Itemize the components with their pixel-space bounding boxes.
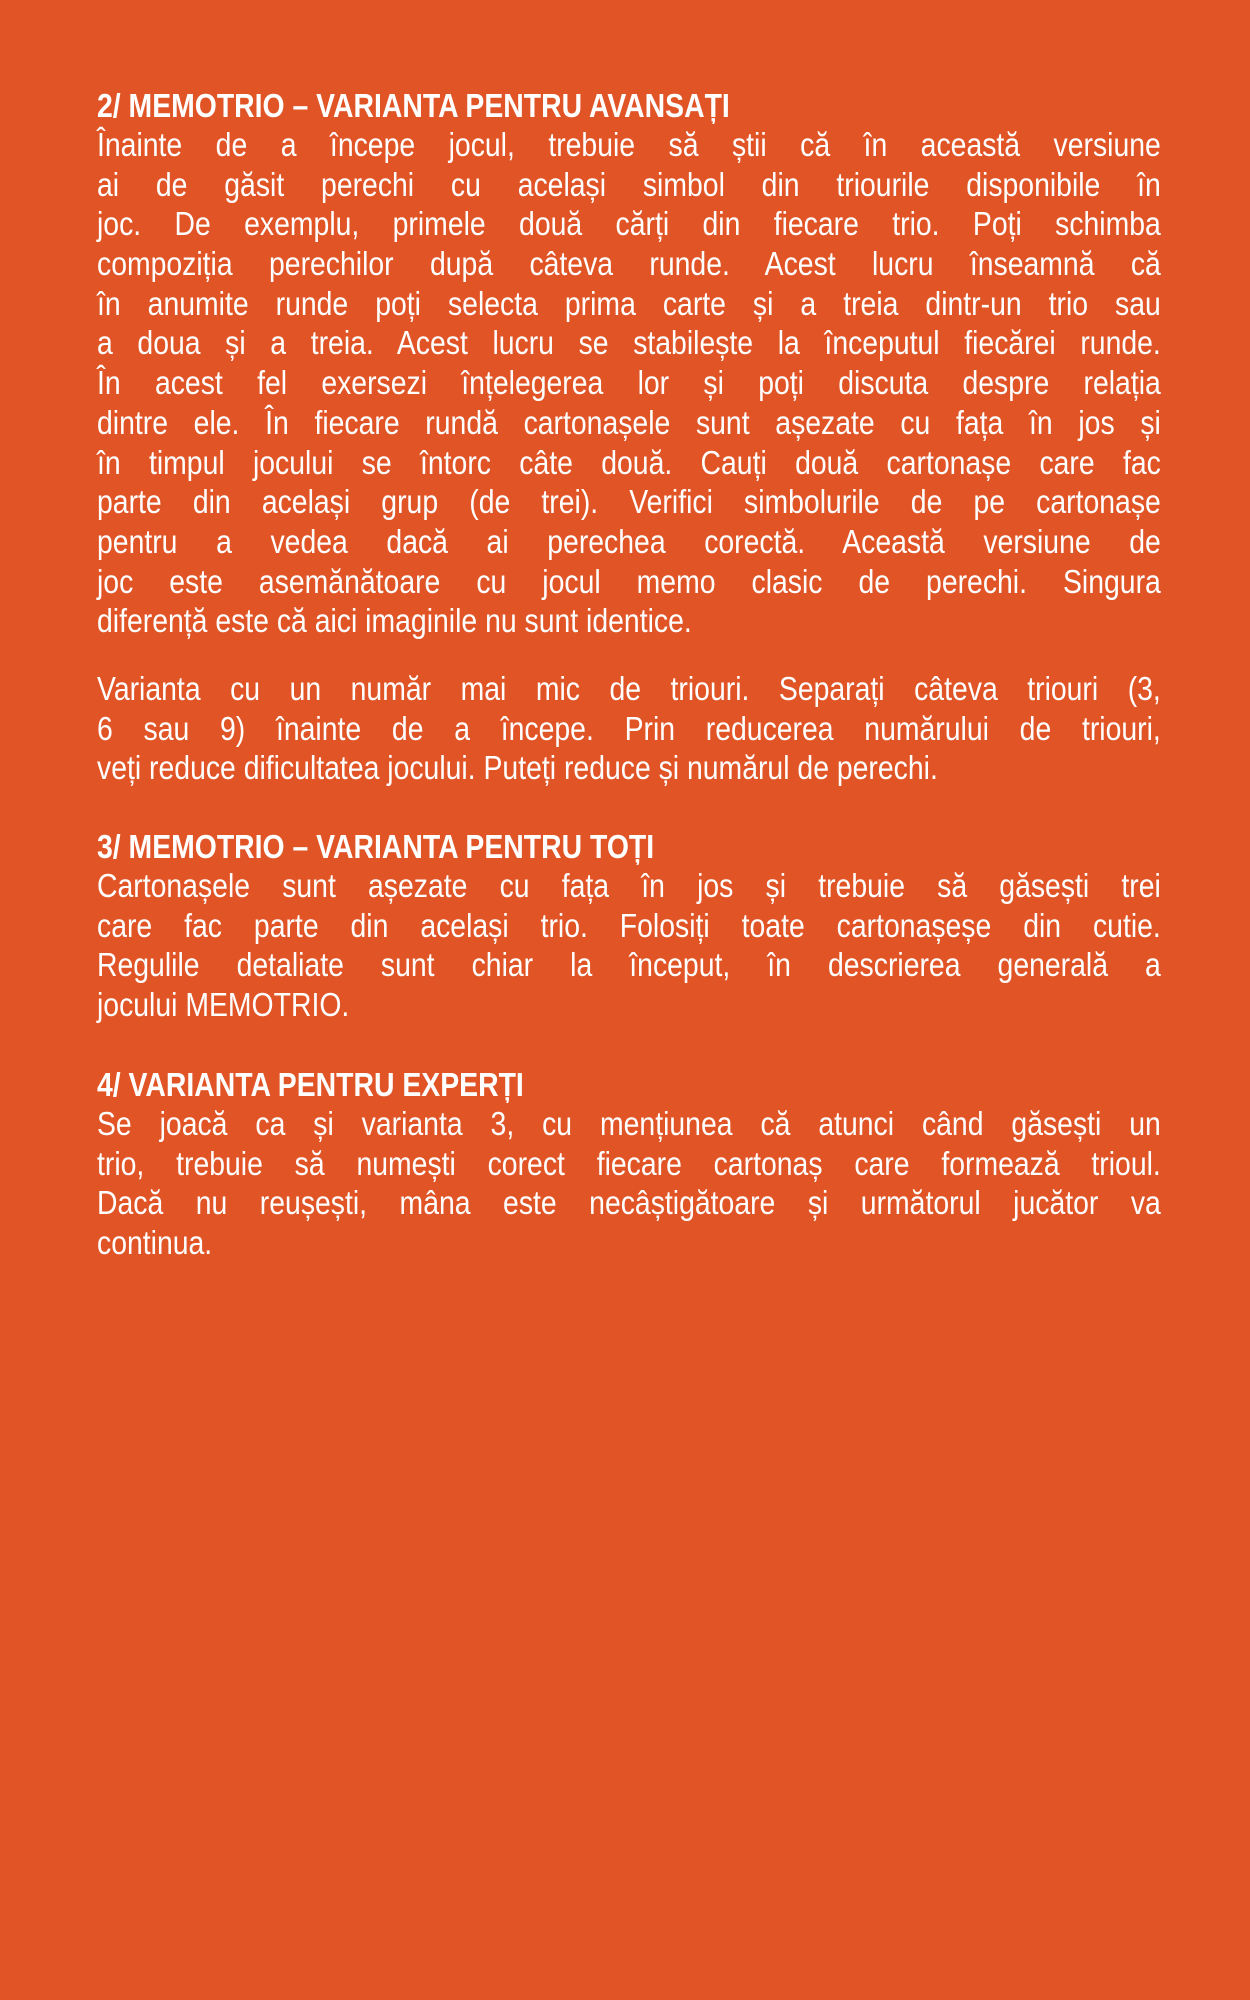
text-line <box>97 601 1161 641</box>
section-heading-text: 3/ MEMOTRIO – VARIANTA PENTRU TOȚI <box>97 828 655 865</box>
text-line <box>97 1104 1161 1144</box>
text-line-content: Cartonașele sunt așezate cu fața în jos și trebuie să găsești trei <box>97 867 1161 904</box>
text-line <box>97 443 1161 483</box>
text-line-content: jocului MEMOTRIO. <box>97 986 350 1024</box>
text-line <box>97 323 1161 363</box>
text-line-content: a doua și a treia. Acest lucru se stabilește la începutul fiecărei runde. <box>97 324 1161 362</box>
text-line <box>97 125 1161 165</box>
text-line <box>97 284 1161 324</box>
text-line-content: veți reduce dificultatea jocului. Puteți reduce și numărul de perechi. <box>97 749 938 787</box>
text-line-content: diferență este că aici imaginile nu sunt identice. <box>97 602 692 640</box>
section-heading <box>97 827 1161 867</box>
text-line <box>97 1183 1161 1223</box>
text-line <box>97 1223 1161 1263</box>
text-line-content: în timpul jocului se întorc câte două. Cauți două cartonașe care fac <box>97 443 1161 481</box>
text-line <box>97 866 1161 906</box>
text-line <box>97 165 1161 205</box>
text-line-content: continua. <box>97 1224 213 1262</box>
section-heading <box>97 1065 1161 1105</box>
text-line <box>97 562 1161 602</box>
text-line-content: joc este asemănătoare cu jocul memo clasic de perechi. Singura <box>97 562 1161 600</box>
text-line-content: joc. De exemplu, primele două cărți din fiecare trio. Poți schimba <box>97 205 1161 243</box>
text-line-content: Dacă nu reușești, mâna este necâștigătoare și următorul jucător va <box>97 1184 1161 1222</box>
text-line-content: ai de găsit perechi cu același simbol din triourile disponibile în <box>97 165 1161 203</box>
text-line-content: care fac parte din același trio. Folosiți toate cartonașeșe din cutie. <box>97 906 1161 944</box>
text-line-content: parte din același grup (de trei). Verifici simbolurile de pe cartonașe <box>97 483 1161 521</box>
text-line-content: 6 sau 9) înainte de a începe. Prin reducerea numărului de triouri, <box>97 709 1161 747</box>
text-line <box>97 244 1161 284</box>
text-line <box>97 522 1161 562</box>
text-line <box>97 669 1161 709</box>
text-line-content: Se joacă ca și varianta 3, cu mențiunea că atunci când găsești un <box>97 1105 1161 1142</box>
text-line-content: pentru a vedea dacă ai perechea corectă. Această versiune de <box>97 522 1161 560</box>
text-line-content: Regulile detaliate sunt chiar la început, în descrierea generală a <box>97 946 1161 984</box>
text-line-content: Varianta cu un număr mai mic de triouri. Separați câteva triouri (3, <box>97 670 1161 707</box>
text-line-content: compoziția perechilor după câteva runde. Acest lucru înseamnă că <box>97 245 1161 283</box>
text-line <box>97 204 1161 244</box>
section-heading-text: 4/ VARIANTA PENTRU EXPERȚI <box>97 1066 524 1103</box>
paragraph <box>97 125 1161 641</box>
paragraph <box>97 1104 1161 1263</box>
text-line <box>97 906 1161 946</box>
text-line <box>97 945 1161 985</box>
text-line-content: în anumite runde poți selecta prima carte și a treia dintr-un trio sau <box>97 284 1161 322</box>
text-line <box>97 1144 1161 1184</box>
text-line <box>97 985 1161 1025</box>
paragraph <box>97 669 1161 788</box>
text-line-content: În acest fel exersezi înțelegerea lor și poți discuta despre relația <box>97 364 1161 402</box>
text-line <box>97 482 1161 522</box>
section-heading <box>97 86 1161 126</box>
text-line-content: Înainte de a începe jocul, trebuie să știi că în această versiune <box>97 126 1161 163</box>
text-line-content: dintre ele. În fiecare rundă cartonașele sunt așezate cu fața în jos și <box>97 403 1161 441</box>
text-line <box>97 403 1161 443</box>
text-line <box>97 709 1161 749</box>
text-line-content: trio, trebuie să numești corect fiecare cartonaș care formează trioul. <box>97 1144 1161 1182</box>
text-line <box>97 363 1161 403</box>
section-heading-text: 2/ MEMOTRIO – VARIANTA PENTRU AVANSAȚI <box>97 87 730 124</box>
text-line <box>97 748 1161 788</box>
paragraph <box>97 866 1161 1025</box>
